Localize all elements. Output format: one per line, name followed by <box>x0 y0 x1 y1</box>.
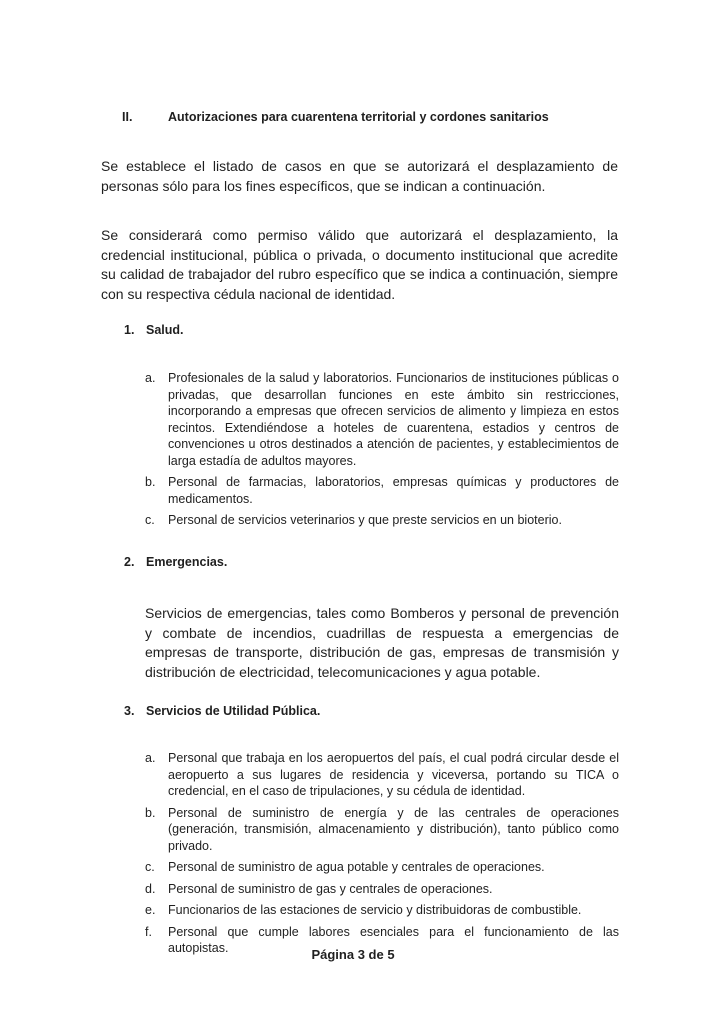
section-numeral: II. <box>122 110 133 124</box>
list-item-text: Personal de suministro de gas y centrales de operaciones. <box>168 881 493 896</box>
category-number: 2. <box>124 555 135 569</box>
list-item <box>145 750 619 800</box>
category-title: Servicios de Utilidad Pública. <box>146 704 321 718</box>
list-item-text: Personal que cumple labores esenciales para el funcionamiento de las autopistas. <box>168 924 619 955</box>
list-item <box>145 805 619 855</box>
list-item-text: Personal que trabaja en los aeropuertos del país, el cual podrá circular desde el aeropuerto a sus lugares de residencia y viceversa, portando su TICA o credencial, en el caso de tripulaciones, y su cédula de identidad. <box>168 751 619 798</box>
list-marker: a. <box>145 371 156 385</box>
salud-list <box>145 370 619 534</box>
list-item-text: Personal de suministro de energía y de las centrales de operaciones (generación, transmisión, almacenamiento y distribución), tanto público como privado. <box>168 805 619 853</box>
list-item <box>145 881 619 898</box>
list-marker: b. <box>145 805 156 820</box>
category-heading-salud <box>124 323 184 337</box>
category-heading-utilidad-publica <box>124 704 320 718</box>
list-marker: f. <box>145 924 152 939</box>
list-marker: e. <box>145 903 156 917</box>
list-marker: d. <box>145 881 156 896</box>
list-item <box>145 859 619 876</box>
intro-paragraph: Se establece el listado de casos en que se autorizará el desplazamiento de personas sólo para los fines específicos, que se indican a continuación. <box>101 158 618 194</box>
category-number: 3. <box>124 704 135 718</box>
section-title: Autorizaciones para cuarentena territorial y cordones sanitarios <box>168 110 549 124</box>
category-number: 1. <box>124 323 135 337</box>
emergencias-paragraph: Servicios de emergencias, tales como Bomberos y personal de prevención y combate de incendios, cuadrillas de respuesta a emergencias de empresas de transporte, distribución de gas, empresas de transmisión y distribución de electricidad, telecomunicaciones y agua potable. <box>145 605 619 680</box>
utilidad-publica-list <box>145 750 619 962</box>
section-heading <box>122 110 642 124</box>
intro-paragraph: Se considerará como permiso válido que autorizará el desplazamiento, la credencial institucional, pública o privada, o documento institucional que acredite su calidad de trabajador del rubro específico que se indica a continuación, siempre con su respectiva cédula nacional de identidad. <box>101 227 618 302</box>
list-marker: b. <box>145 475 156 489</box>
list-marker: c. <box>145 860 155 874</box>
list-item-text: Personal de farmacias, laboratorios, empresas químicas y productores de medicamentos. <box>168 475 619 506</box>
list-item <box>145 474 619 507</box>
category-heading-emergencias <box>124 555 227 569</box>
category-title: Emergencias. <box>146 555 228 569</box>
list-item-text: Personal de servicios veterinarios y que preste servicios en un bioterio. <box>168 513 562 527</box>
list-item-text: Profesionales de la salud y laboratorios. Funcionarios de instituciones públicas o privadas, que desarrollan funciones en este ámbito sin restricciones, incorporando a empresas que ofrecen servicios de alimento y limpieza en estos recintos. Extendiéndose a hoteles de cuarentena, estadios y centros de convenciones u otros destinados a atención de pacientes, y establecimientos de larga estadía de adultos mayores. <box>168 371 619 468</box>
list-marker: c. <box>145 513 155 527</box>
page-number: Página 3 de 5 <box>311 947 395 962</box>
list-item <box>145 512 619 529</box>
list-item-text: Personal de suministro de agua potable y centrales de operaciones. <box>168 860 545 874</box>
list-item <box>145 370 619 469</box>
category-title: Salud. <box>146 323 184 337</box>
list-item-text: Funcionarios de las estaciones de servicio y distribuidoras de combustible. <box>168 903 582 917</box>
list-marker: a. <box>145 751 156 765</box>
list-item <box>145 902 619 919</box>
